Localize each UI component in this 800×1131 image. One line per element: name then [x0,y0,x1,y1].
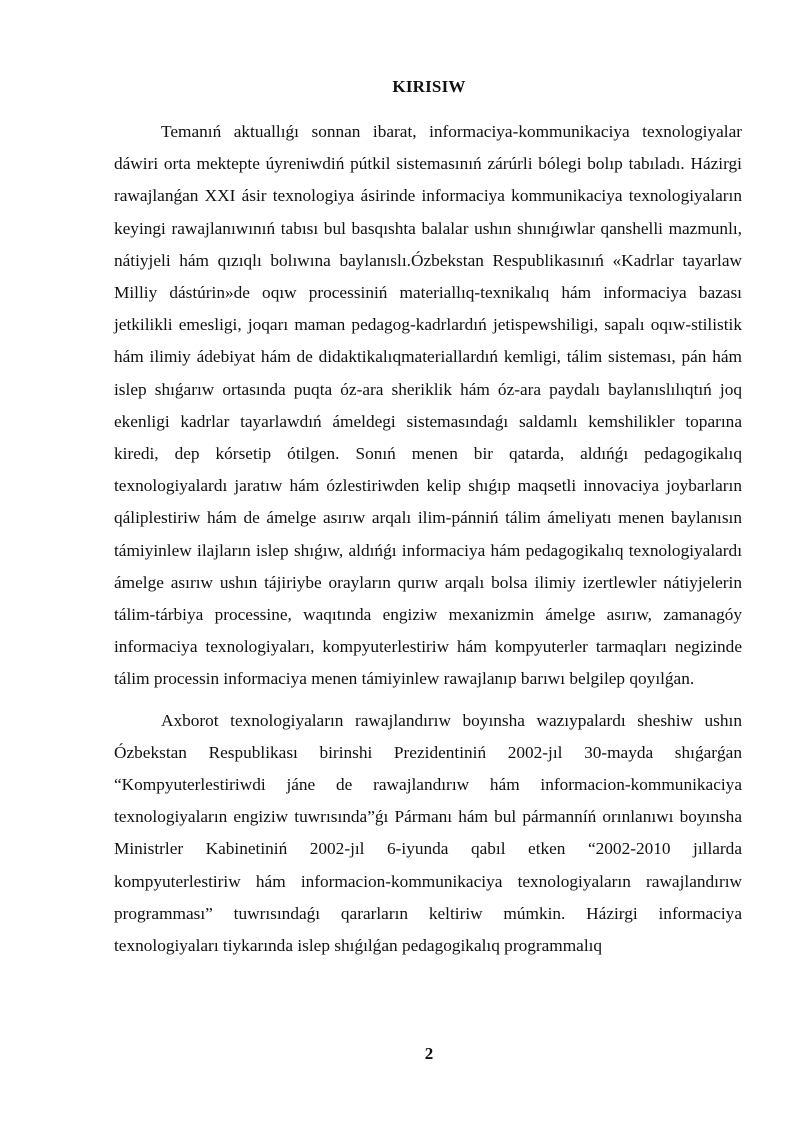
page-number: 2 [424,1044,434,1063]
body-text [114,116,742,971]
section-title: KIRISIW [392,77,466,96]
paragraph: Axborot texnologiyaların rawajlandırıw boyınsha wazıypalardı sheshiw ushın Ózbekstan Respublikası birinshi Prezidentiniń 2002-jıl 30-mayda shıǵarǵan “Kompyuterlestiriwdi jáne de rawajlandırıw hám informacion-kommunikaciya texnologiyaların engiziw tuwrısında”ǵı Pármanı hám bul pármanníń orınlanıwı boyınsha Ministrler Kabinetiniń 2002-jıl 6-iyunda qabıl etken “2002-2010 jıllarda kompyuterlestiriw hám informacion-kommunikaciya texnologiyaların rawajlandırıw programması” tuwrısındaǵı qararların keltiriw múmkin. Házirgi informaciya texnologiyaları tiykarında islep shıǵılǵan pedagogikalıq programmalıq [114,710,742,956]
paragraph: Temanıń aktuallıǵı sonnan ibarat, informaciya-kommunikaciya texnologiyalar dáwiri orta mektepte úyreniwdiń pútkil sistemasınıń zárúrli bólegi bolıp tabıladı. Házirgi rawajlanǵan XXI ásir texnologiya ásirinde informaciya kommunikaciya texnologiyaların keyingi rawajlanıwınıń tabısı bul basqıshta balalar ushın shınıǵıwlar qanshelli mazmunlı, nátiyjeli hám qızıqlı bolıwına baylanıslı.Ózbekstan Respublikasınıń «Kadrlar tayarlaw Milliy dástúrin»de oqıw processiniń materiallıq-texnikalıq hám informaciya bazası jetkilikli emesligi, joqarı maman pedagog-kadrlardıń jetispewshiligi, sapalı oqıw-stilistik hám ilimiy ádebiyat hám de didaktikalıqmateriallardıń kemligi, tálim sisteması, pán hám islep shıǵarıw ortasında puqta óz-ara sheriklik hám óz-ara paydalı baylanıslılıqtıń joq ekenligi kadrlar tayarlawdıń ámeldegi sistemasındaǵı saldamlı kemshilikler toparına kiredi, dep kórsetip ótilgen. Sonıń menen bir qatarda, aldıńǵı pedagogikalıq texnologiyalardı jaratıw hám ózlestiriwden kelip shıǵıp maqsetli innovaciya joybarların qáliplestiriw hám de ámelge asırıw arqalı ilim-pánniń tálim ámeliyatı menen baylanısın támiyinlew ilajların islep shıǵıw, aldıńǵı informaciya hám pedagogikalıq texnologiyalardı ámelge asırıw ushın tájiriybe orayların qurıw arqalı bolsa ilimiy izertlewler nátiyjelerin tálim-tárbiya processine, waqıtında engiziw mexanizmin ámelge asırıw, zamanagóy informaciya texnologiyaları, kompyuterlestiriw hám kompyuterler tarmaqları negizinde tálim processin informaciya menen támiyinlew rawajlanıp barıwı belgilep qoyılǵan. [114,122,742,689]
